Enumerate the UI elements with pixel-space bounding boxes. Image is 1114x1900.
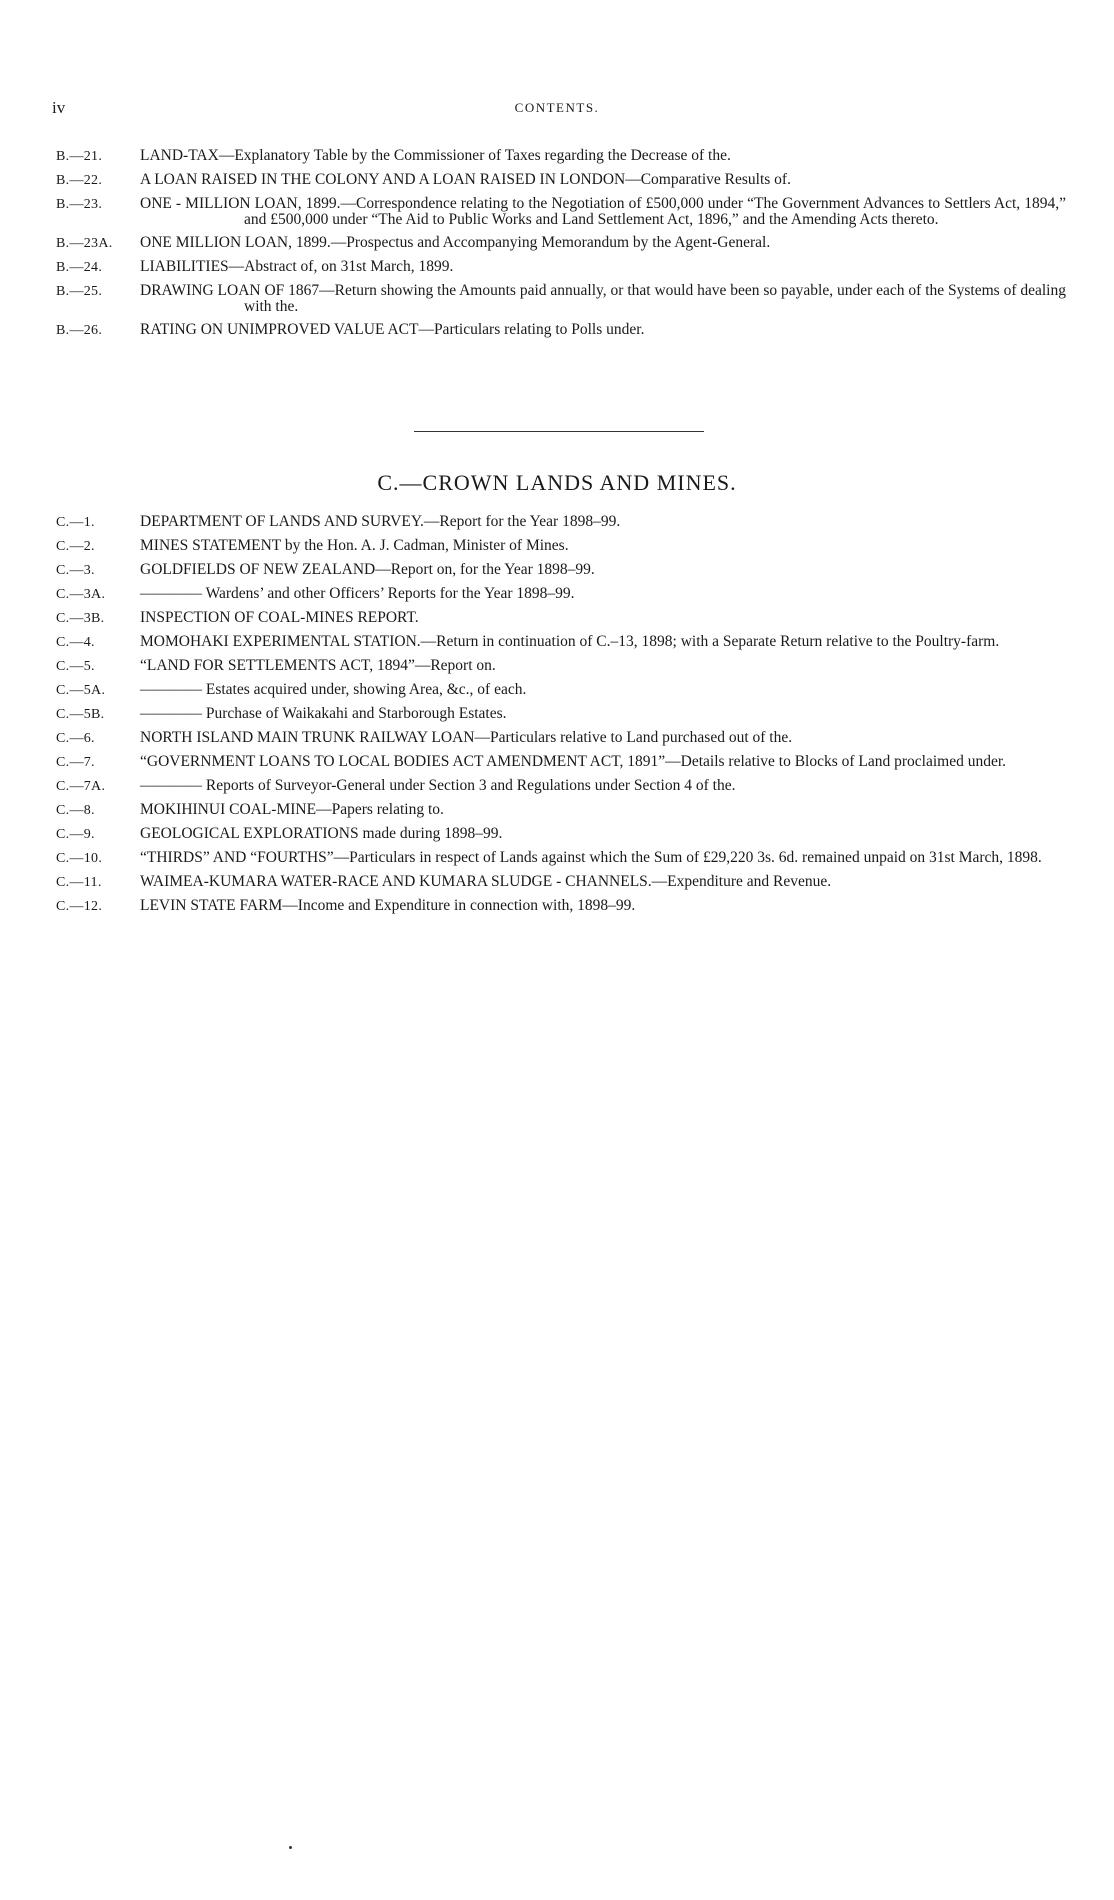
entry-code: C.—2. xyxy=(56,539,95,554)
entry-code: C.—5. xyxy=(56,659,95,674)
list-item xyxy=(56,778,1066,795)
entry-code: C.—5B. xyxy=(56,707,105,722)
running-title: CONTENTS. xyxy=(514,100,600,115)
entry-code: B.—24. xyxy=(56,260,103,275)
entry-code: C.—7. xyxy=(56,755,95,770)
entry-text: LEVIN STATE FARM—Income and Expenditure in connection with, 1898–99. xyxy=(140,897,636,914)
entry-text: MOKIHINUI COAL-MINE—Papers relating to. xyxy=(140,801,444,818)
entry-code: C.—6. xyxy=(56,731,95,746)
list-item xyxy=(56,682,1066,699)
entry-text: RATING ON UNIMPROVED VALUE ACT—Particulars relating to Polls under. xyxy=(140,321,645,338)
entry-text: GOLDFIELDS OF NEW ZEALAND—Report on, for the Year 1898–99. xyxy=(140,561,595,578)
list-item xyxy=(56,634,1066,651)
entry-code: C.—3A. xyxy=(56,587,106,602)
entry-text: NORTH ISLAND MAIN TRUNK RAILWAY LOAN—Particulars relative to Land purchased out of the. xyxy=(140,729,793,746)
entry-text: LIABILITIES—Abstract of, on 31st March, 1899. xyxy=(140,258,454,275)
entry-text: MOMOHAKI EXPERIMENTAL STATION.—Return in continuation of C.–13, 1898; with a Separate Return relative to the Poultry-farm. xyxy=(140,633,1000,650)
list-item xyxy=(56,538,1066,555)
list-item xyxy=(56,148,1066,165)
entry-code: C.—3B. xyxy=(56,611,105,626)
entry-code: C.—5A. xyxy=(56,683,106,698)
section-heading: C.—CROWN LANDS AND MINES. xyxy=(377,470,737,495)
entry-text: ———— Reports of Surveyor-General under Section 3 and Regulations under Section 4 of the. xyxy=(140,777,736,794)
entry-text: “THIRDS” AND “FOURTHS”—Particulars in respect of Lands against which the Sum of £29,220 3s. 6d. remained unpaid on 31st March, 1898. xyxy=(140,849,1042,866)
list-item xyxy=(56,730,1066,747)
page-number: iv xyxy=(52,98,66,117)
list-item xyxy=(56,898,1066,915)
entry-code: C.—4. xyxy=(56,635,95,650)
print-speck xyxy=(289,1846,292,1849)
entry-code: C.—11. xyxy=(56,875,102,890)
entry-text: DEPARTMENT OF LANDS AND SURVEY.—Report for the Year 1898–99. xyxy=(140,513,621,530)
entry-text: ONE MILLION LOAN, 1899.—Prospectus and Accompanying Memorandum by the Agent-General. xyxy=(140,234,771,251)
entry-text: ———— Estates acquired under, showing Area, &c., of each. xyxy=(140,681,527,698)
list-item xyxy=(56,586,1066,603)
entry-code: B.—25. xyxy=(56,284,103,299)
entry-text: GEOLOGICAL EXPLORATIONS made during 1898–99. xyxy=(140,825,503,842)
entry-code: B.—23. xyxy=(56,197,103,212)
entry-text: WAIMEA-KUMARA WATER-RACE AND KUMARA SLUDGE - CHANNELS.—Expenditure and Revenue. xyxy=(140,873,832,890)
entry-text: INSPECTION OF COAL-MINES REPORT. xyxy=(140,609,419,626)
section-c-list xyxy=(56,514,1066,922)
entry-code: B.—21. xyxy=(56,149,103,164)
entry-code: C.—10. xyxy=(56,851,103,866)
list-item xyxy=(56,874,1066,891)
list-item xyxy=(56,754,1066,771)
list-item xyxy=(56,658,1066,675)
list-item xyxy=(56,802,1066,819)
entry-code: C.—12. xyxy=(56,899,103,914)
entry-code: B.—22. xyxy=(56,173,103,188)
entry-code: C.—7A. xyxy=(56,779,106,794)
entry-text: LAND-TAX—Explanatory Table by the Commissioner of Taxes regarding the Decrease of the. xyxy=(140,147,731,164)
page-header xyxy=(52,98,1062,122)
list-item xyxy=(56,826,1066,843)
entry-code: B.—23A. xyxy=(56,236,113,251)
entry-code: C.—3. xyxy=(56,563,95,578)
list-item xyxy=(56,235,1066,252)
list-item xyxy=(56,196,1066,228)
entry-text: MINES STATEMENT by the Hon. A. J. Cadman, Minister of Mines. xyxy=(140,537,569,554)
section-b-list xyxy=(56,148,1066,346)
entry-text: A LOAN RAISED IN THE COLONY AND A LOAN RAISED IN LONDON—Comparative Results of. xyxy=(140,171,791,188)
list-item xyxy=(56,706,1066,723)
list-item xyxy=(56,259,1066,276)
list-item xyxy=(56,850,1066,867)
list-item xyxy=(56,562,1066,579)
list-item xyxy=(56,172,1066,189)
entry-code: C.—1. xyxy=(56,515,95,530)
section-divider xyxy=(414,431,704,432)
entry-text: DRAWING LOAN OF 1867—Return showing the Amounts paid annually, or that would have been so payable, under each of the Systems of dealing with the. xyxy=(140,282,1066,315)
entry-text: ONE - MILLION LOAN, 1899.—Correspondence relating to the Negotiation of £500,000 under “The Government Advances to Settlers Act, 1894,” and £500,000 under “The Aid to Public Works and Land Settlement Act, 1896,” and the Amending Acts thereto. xyxy=(140,195,1066,228)
list-item xyxy=(56,283,1066,315)
entry-text: ———— Wardens’ and other Officers’ Reports for the Year 1898–99. xyxy=(140,585,575,602)
entry-code: C.—9. xyxy=(56,827,95,842)
entry-text: “GOVERNMENT LOANS TO LOCAL BODIES ACT AMENDMENT ACT, 1891”—Details relative to Blocks of Land proclaimed under. xyxy=(140,753,1007,770)
entry-code: B.—26. xyxy=(56,323,103,338)
list-item xyxy=(56,322,1066,339)
entry-text: “LAND FOR SETTLEMENTS ACT, 1894”—Report on. xyxy=(140,657,496,674)
entry-code: C.—8. xyxy=(56,803,95,818)
list-item xyxy=(56,514,1066,531)
entry-text: ———— Purchase of Waikakahi and Starborough Estates. xyxy=(140,705,507,722)
list-item xyxy=(56,610,1066,627)
